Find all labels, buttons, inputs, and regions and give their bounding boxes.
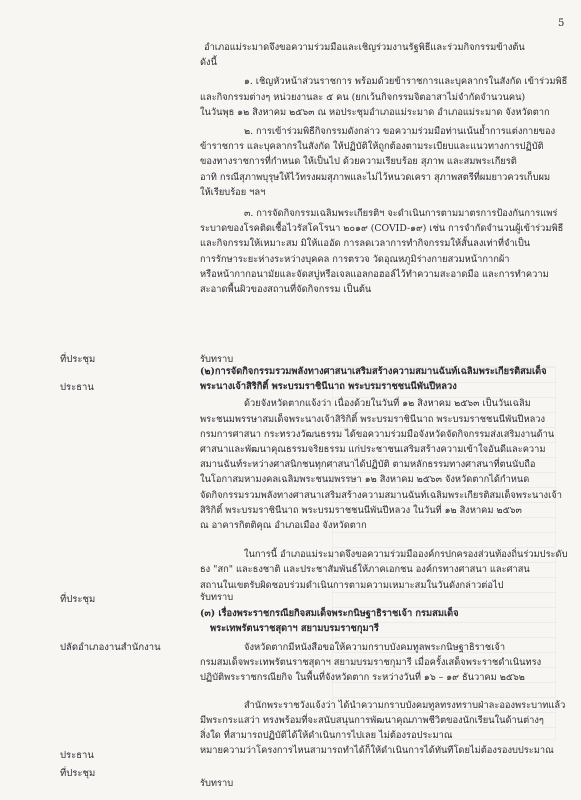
paragraph-line: สิ่งใด ที่สามารถปฏิบัติได้ให้ดำเนินการไปเลย ไม่ต้องรอประมาณ — [200, 730, 453, 742]
paragraph-line: ข้าราชการ และบุคลากรในสังกัด ให้ปฏิบัติให้ถูกต้องตามระเบียบและแนวทางการปฏิบัติ — [200, 141, 544, 153]
paragraph-line: ในวันพุธ ๑๒ สิงหาคม ๒๕๖๓ ณ หอประชุมอำเภอแม่ระมาด อำเภอแม่ระมาด จังหวัดตาก — [200, 106, 550, 118]
paragraph-line: กรมสมเด็จพระเทพรัตนราชสุดาฯ สยามบรมราชกุมารี เมื่อครั้งเสด็จพระราชดำเนินทรง — [200, 657, 542, 669]
paragraph-line: จังหวัดตากมีหนังสือขอให้ความกราบบังคมทูลพระกนิษฐาธิราชเจ้า — [244, 642, 506, 653]
paragraph-line: ๑. เชิญหัวหน้าส่วนราชการ พร้อมด้วยข้าราชการและบุคลากรในสังกัด เข้าร่วมพิธี — [244, 76, 568, 88]
page-number: 5 — [558, 18, 565, 29]
section-heading: พระเทพรัตนราชสุดาฯ สยามบรมราชกุมารี — [210, 623, 379, 635]
paragraph-line: หรือหน้ากากอนามัยและจัดสบู่หรือเจลแอลกอฮอล์ไว้ทำความสะอาดมือ และการทำความ — [200, 268, 549, 280]
paragraph-line: ปฏิบัติพระราชกรณียกิจ ในพื้นที่จังหวัดตาก ระหว่างวันที่ ๑๖ – ๑๙ ธันวาคม ๒๕๖๒ — [200, 672, 525, 684]
section-heading: (๒)การจัดกิจกรรมรวมพลังทางศาสนาเสริมสร้างความสมานฉันท์เฉลิมพระเกียรติสมเด็จ — [200, 366, 547, 377]
paragraph-line: ด้วยจังหวัดตากแจ้งว่า เนื่องด้วยในวันที่ ๑๒ สิงหาคม ๒๕๖๓ เป็นวันเฉลิม — [244, 398, 531, 410]
paragraph-line: สำนักพระราชวังแจ้งว่า ได้นำความกราบบังคมทูลทรงทราบฝ่าละอองพระบาทแล้ว — [244, 699, 566, 711]
paragraph-line: ณ อาคารกิตติคุณ อำเภอเมือง จังหวัดตาก — [200, 520, 367, 532]
paragraph-line: ระบาดของโรคติดเชื้อไวรัสโคโรนา ๒๐๑๙ (COVID-๑๙) เช่น การจำกัดจำนวนผู้เข้าร่วมพิธี — [200, 223, 564, 235]
section-1 — [60, 40, 568, 297]
paragraph-line: สิริกิติ์ พระบรมราชินีนาถ พระบรมราชชนนีพันปีหลวง ในวันที่ ๑๒ สิงหาคม ๒๕๖๓ — [200, 504, 522, 516]
side-label-meeting: ที่ประชุม — [60, 594, 96, 605]
paragraph-line: ดังนี้ — [200, 57, 217, 69]
paragraph-line: การรักษาระยะห่างระหว่างบุคคล การตรวจ วัดอุณหภูมิร่างกายสวมหน้ากากผ้า — [200, 253, 510, 265]
paragraph-line: จัดกิจกรรมรวมพลังทางศาสนาเสริมสร้างความสมานฉันท์เฉลิมพระเกียรติสมเด็จพระนางเจ้า — [200, 489, 562, 501]
side-label-meeting: ที่ประชุม — [60, 768, 96, 779]
paragraph-line: สะอาดพื้นผิวของสถานที่จัดกิจกรรม เป็นต้น — [200, 284, 372, 296]
paragraph-line: ของทางราชการที่กำหนด ให้เป็นไป ด้วยความเรียบร้อย สุภาพ และสมพระเกียรติ — [200, 156, 517, 168]
paragraph-line: กรมการศาสนา กระทรวงวัฒนธรรม ได้ขอความร่วมมือจังหวัดจัดกิจกรรมส่งเสริมงานด้าน — [200, 428, 555, 440]
paragraph-line: ในการนี้ อำเภอแม่ระมาดจึงขอความร่วมมือองค์กรปกครองส่วนท้องถิ่นร่วมประดับ — [244, 549, 568, 561]
ack-text: รับทราบ — [200, 778, 234, 789]
side-label-district-officer: ปลัดอำเภองานสำนักงาน — [60, 642, 161, 653]
paragraph-line: หมายความว่าโครงการไหนสามารถทำได้ก็ให้ดำเนินการได้ทันทีโดยไม่ต้องรองบประมาณ — [200, 745, 554, 757]
section-heading: พระนางเจ้าสิริกิติ์ พระบรมราชินีนาถ พระบรมราชชนนีพันปีหลวง — [200, 381, 457, 393]
paragraph-line: อำเภอแม่ระมาดจึงขอความร่วมมือและเชิญร่วมงานรัฐพิธีและร่วมกิจกรรมข้างต้น — [204, 42, 525, 53]
paragraph-line: สมานฉันท์ระหว่างศาสนิกชนทุกศาสนาได้ปฏิบัติ ตามหลักธรรมทางศาสนาที่ตนนับถือ — [200, 459, 536, 471]
paragraph-line: อาทิ กรณีสุภาพบุรุษให้ไว้ทรงผมสุภาพและไม่ไว้หนวดเครา สุภาพสตรีที่ผมยาวควรเก็บผม — [200, 171, 551, 183]
paragraph-line: มีพระกระแสว่า ทรงพร้อมที่จะสนับสนุนการพัฒนาคุณภาพชีวิตของนักเรียนในด้านต่างๆ — [200, 714, 544, 726]
section-heading: (๓) เรื่องพระราชกรณียกิจสมเด็จพระกนิษฐาธิราชเจ้า กรมสมเด็จ — [200, 608, 459, 619]
paragraph-line: พระชนมพรรษาสมเด็จพระนางเจ้าสิริกิติ์ พระบรมราชินีนาถ พระบรมราชชนนีพันปีหลวง — [200, 413, 546, 425]
section-2 — [200, 364, 570, 593]
ack-text: รับทราบ — [200, 354, 234, 365]
side-label-meeting: ที่ประชุม — [60, 354, 96, 365]
paragraph-line: ๒. การเข้าร่วมพิธีกิจกรรมดังกล่าว ขอความร่วมมือท่านเน้นย้ำการแต่งกายของ — [244, 126, 556, 138]
paragraph-line: สถานในเขตรับผิดชอบร่วมดำเนินการตามความเหมาะสมในวันดังกล่าวต่อไป — [200, 579, 504, 591]
ack-text: รับทราบ — [200, 592, 234, 603]
side-label-chairman: ประธาน — [60, 382, 94, 393]
section-3 — [200, 640, 570, 758]
paragraph-line: ธง "สก" และธงชาติ และประชาสัมพันธ์ให้ภาคเอกชน องค์กรทางศาสนา และศาสน — [200, 564, 530, 576]
paragraph-line: และกิจกรรมให้เหมาะสม มิให้แออัด การลดเวลาการทำกิจกรรมให้สั้นลงเท่าที่จำเป็น — [200, 238, 531, 250]
section-3-heading — [200, 606, 570, 636]
paragraph-line: ให้เรียบร้อย ฯลฯ — [200, 186, 266, 198]
side-label-chairman: ประธาน — [60, 750, 94, 761]
paragraph-line: ในโอกาสมหามงคลเฉลิมพระชนมพรรษา ๑๒ สิงหาคม ๒๕๖๓ จังหวัดตากได้กำหนด — [200, 474, 530, 486]
paragraph-line: และกิจกรรมต่างๆ หน่วยงานละ ๕ คน (ยกเว้นกิจกรรมจิตอาสาไม่จำกัดจำนวนคน) — [200, 91, 526, 103]
paragraph-line: ๓. การจัดกิจกรรมเฉลิมพระเกียรติฯ จะดำเนินการตามมาตรการป้องกันการแพร่ — [244, 208, 558, 220]
paragraph-line: ศาสนาและพัฒนาคุณธรรมจริยธรรม แก่ประชาชนเสริมสร้างความเข้าใจอันดีและความ — [200, 444, 546, 456]
